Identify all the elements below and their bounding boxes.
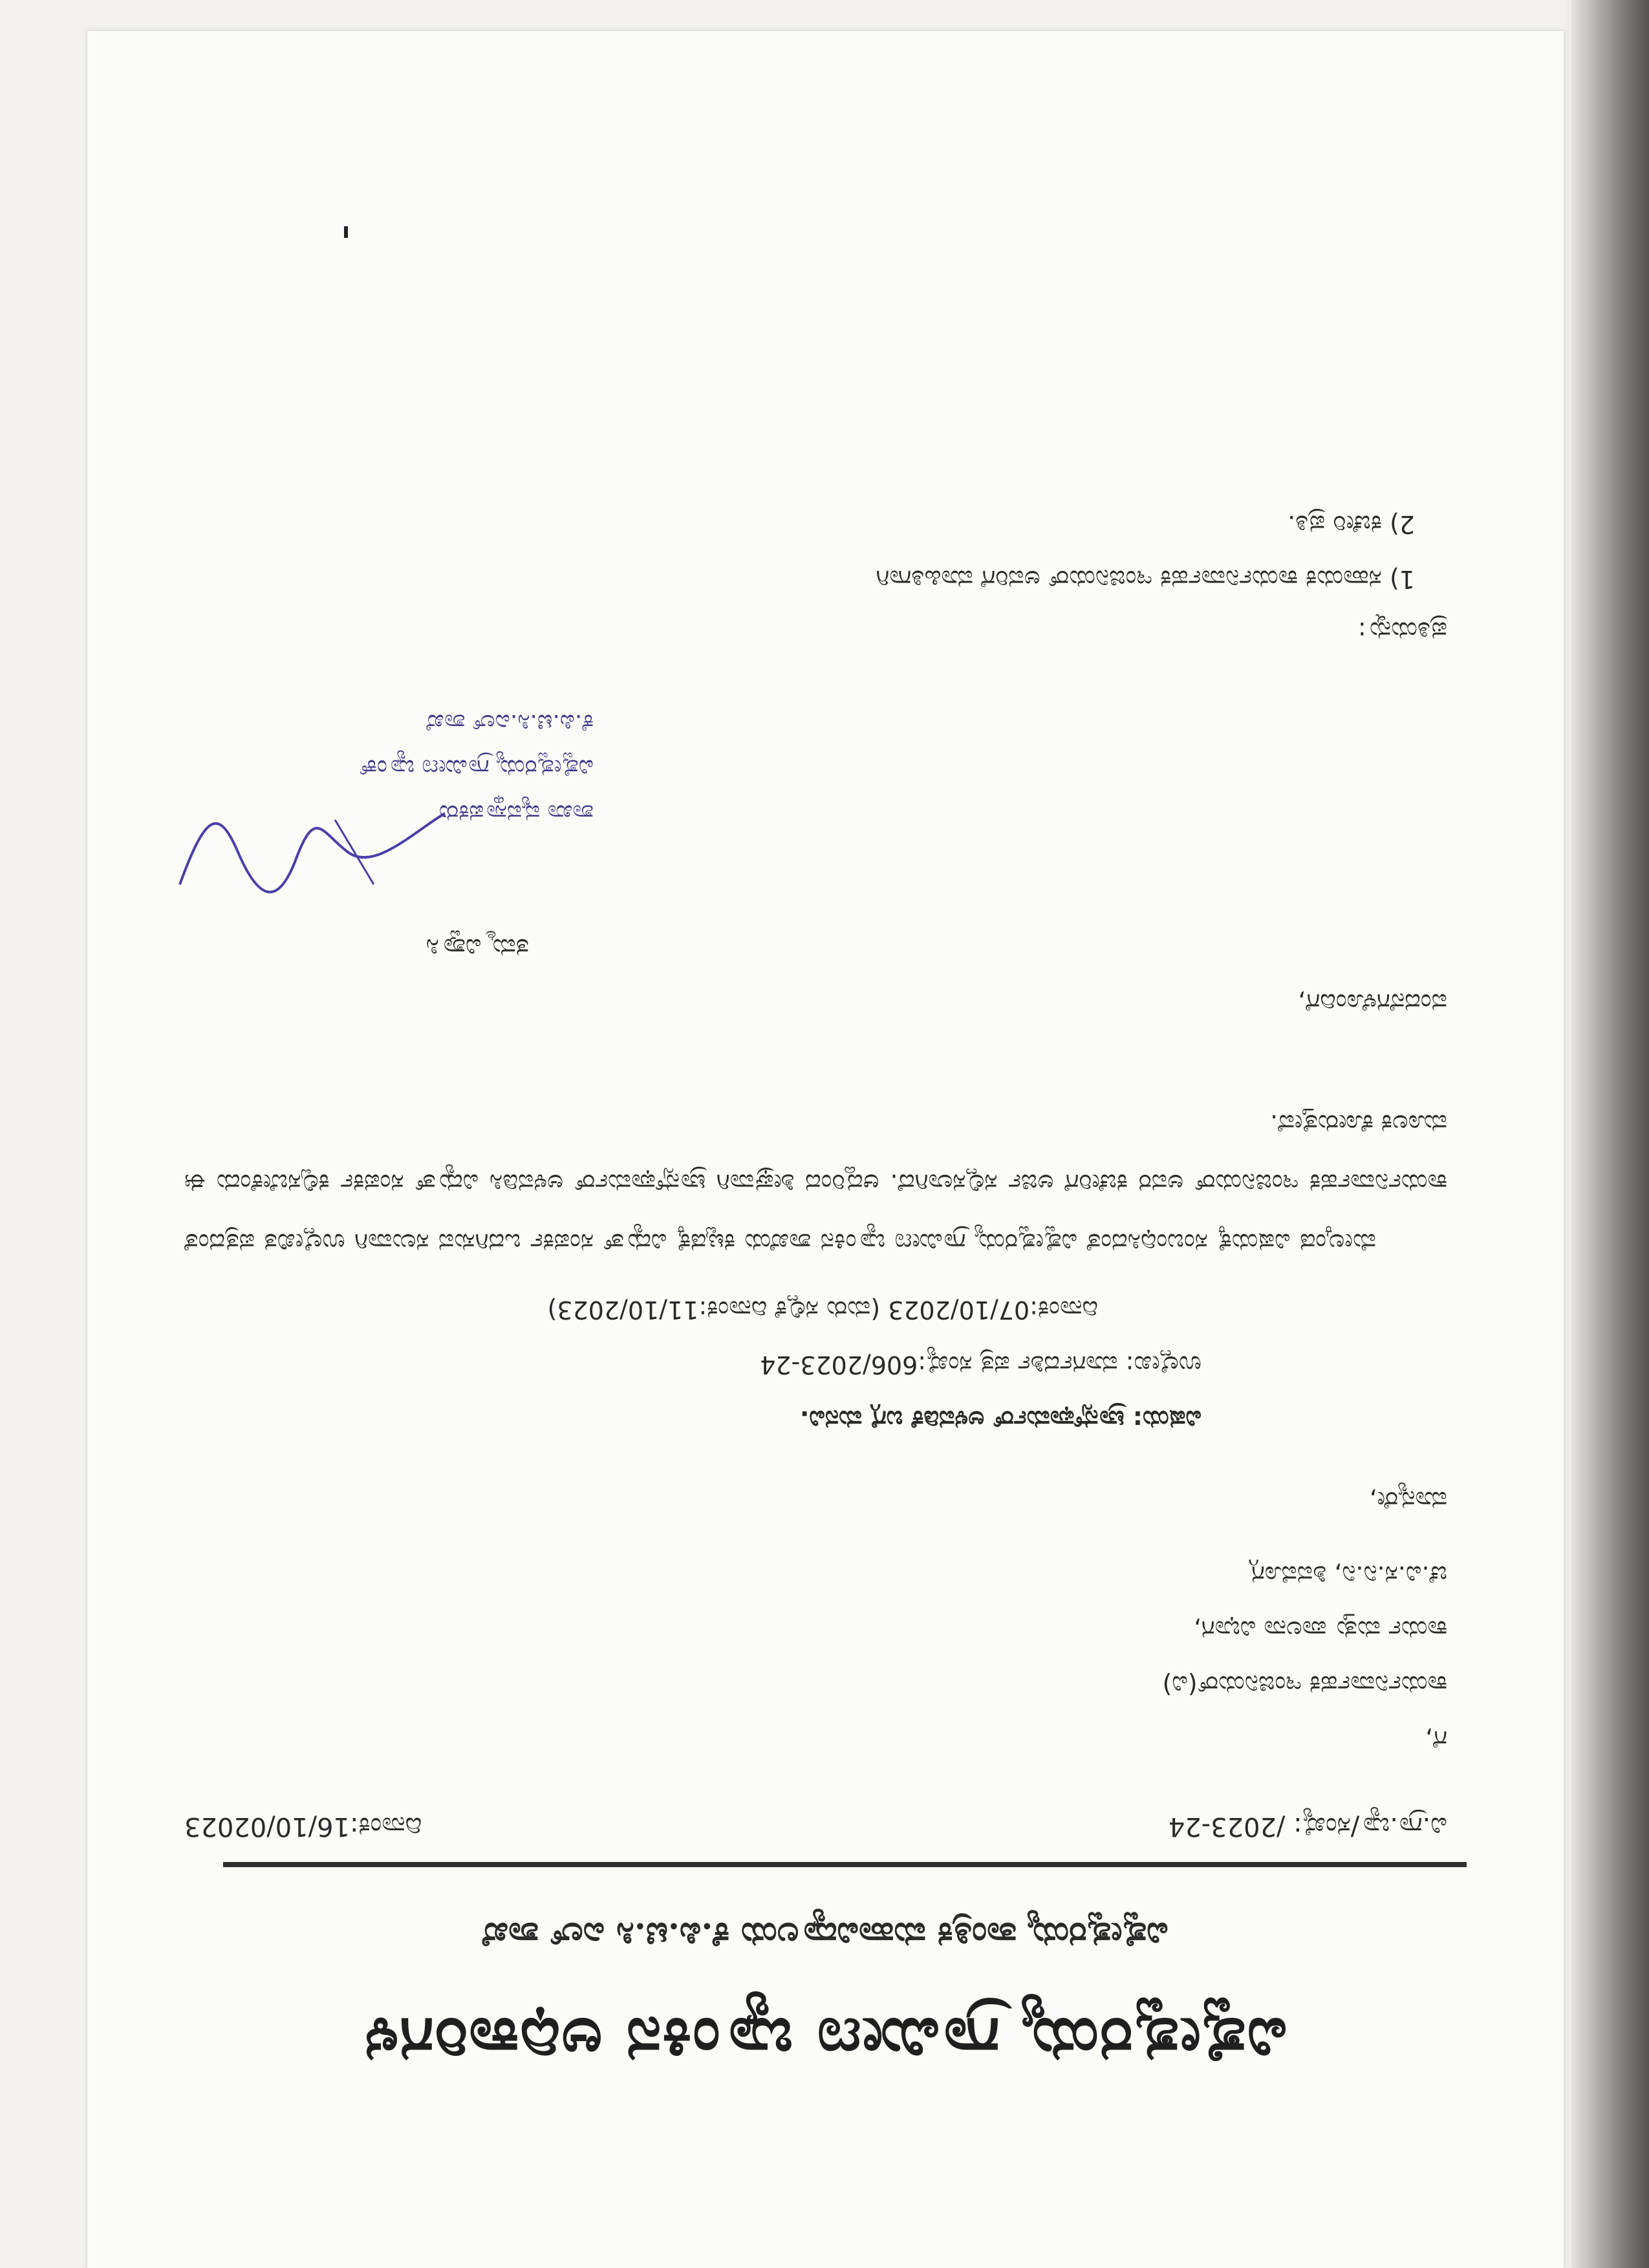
letterhead-subtitle: ವಿಶ್ವೇಶ್ವರಯ್ಯ ತಾಂತ್ರಿಕ ಮಹಾವಿದ್ಯಾಲಯ ಕೆ.ಪಿ.ಟಿ.ಸಿ ಎಲ್ ಶಾಖೆ [482,1915,1169,1954]
salutation: ಮಾನ್ಯರೇ, [1369,1486,1447,1515]
recipient-line-1: ಕಾರ್ಯನಿರ್ವಾಹಕ ಇಂಜಿನಿಯರ್(ವಿ) [1162,1671,1447,1699]
rotated-letter-content [87,31,1564,2268]
to-label: ಗೆ, [1425,1726,1447,1754]
yours-faithfully: ತಮ್ಮ ವಿಶ್ವಾಸಿ [426,934,529,962]
scan-edge-shadow [1571,0,1649,2268]
signature-icon [173,794,451,910]
recipient-line-2: ಕಾರ್ಯ ಮತ್ತು ಪಾಲನಾ ವಿಭಾಗ, [1193,1616,1447,1644]
recipient-line-3: ಚೆ.ವಿ.ಸ.ನಿ.ನಿ, ಶಿವಮೊಗ್ಗ [1250,1561,1447,1589]
signatory-branch: ಕೆ.ಪಿ.ಟಿ.ಸಿ.ಎಲ್ ಶಾಖೆ [426,709,594,736]
closing-line: ವಂದನೆಗಳೊಂದಿಗೆ, [1298,989,1447,1017]
cc-item-1: 1) ಸಹಾಯಕ ಕಾರ್ಯನಿರ್ವಾಹಕ ಇಂಜಿನಿಯರ್ ಅವರಿಗೆ ಮಾಹಿತಿಗಾಗಿ [876,565,1415,594]
ink-mark [344,226,348,238]
cc-title: ಪ್ರತಿಯನ್ನು: [1357,617,1447,645]
cc-item-2: 2) ಕಚೇರಿ ಪ್ರತಿ. [1288,510,1415,539]
reference-line: ಉಲ್ಲೇಖ: ಮಾರ್ಗದರ್ಶಿ ಪತ್ರ ಸಂಖ್ಯೆ:606/2023-24 [760,1351,1202,1379]
letter-page [87,31,1564,2268]
subject-line: ವಿಷಯ: ಟ್ರಾನ್ಸ್‌ಫಾರ್ಮರ್ ಅಳವಡಿಕೆ ಬಗ್ಗೆ ಮನವಿ. [799,1406,1202,1434]
body-paragraph: ಮೇಲ್ಕಂಡ ವಿಷಯಕ್ಕೆ ಸಂಬಂಧಿಸಿದಂತೆ ವಿಶ್ವೇಶ್ವರಯ್ಯ ಗ್ರಾಮೀಣ ಬ್ಯಾಂಕಿನ ಶಾಖೆಯ ಕಟ್ಟಡಕ್ಕೆ ವಿದ್ಯುತ್ ಸಂಪರ್ಕ ಒದಗಿಸುವ ಸಲುವಾಗಿ ಉಲ್ಲೇಖಿತ ಪತ್ರದಂತೆ ಕಾರ್ಯನಿರ್ವಾಹಕ ಇಂಜಿನಿಯರ್ ಅವರ ಕಚೇರಿಗೆ ಅರ್ಜಿ ಸಲ್ಲಿಸಲಾಗಿದೆ. ಆದ್ದರಿಂದ ಶೀಘ್ರವಾಗಿ ಟ್ರಾನ್ಸ್‌ಫಾರ್ಮರ್ ಅಳವಡಿಸಿ ವಿದ್ಯುತ್ ಸಂಪರ್ಕ ಕಲ್ಪಿಸಬೇಕೆಂದು ಈ ಮೂಲಕ ಕೋರುತ್ತೇವೆ. [184,1109,1447,1257]
letterhead-title: ವಿಶ್ವೇಶ್ವರಯ್ಯ ಗ್ರಾಮೀಣ ಬ್ಯಾಂಕಿನ ಅಧಿಕಾರಿಗಳ [363,2004,1288,2077]
signatory-title: ಶಾಖಾ ವ್ಯವಸ್ಥಾಪಕರು [438,800,594,826]
signatory-bank: ವಿಶ್ವೇಶ್ವರಯ್ಯ ಗ್ರಾಮೀಣ ಬ್ಯಾಂಕ್ [359,754,594,781]
reference-number: ವಿ.ಗ್ರಾ.ಬ್ಯಾ/ಸಂಖ್ಯೆ: /2023-24 [1168,1812,1447,1841]
letter-date: ದಿನಾಂಕ:16/10/02023 [184,1812,422,1841]
letterhead-rule [223,1862,1467,1867]
reference-date-line: ದಿನಾಂಕ:07/10/2023 (ಮರು ಸಲ್ಲಿಕೆ ದಿನಾಂಕ:11/10/2023) [547,1296,1098,1324]
